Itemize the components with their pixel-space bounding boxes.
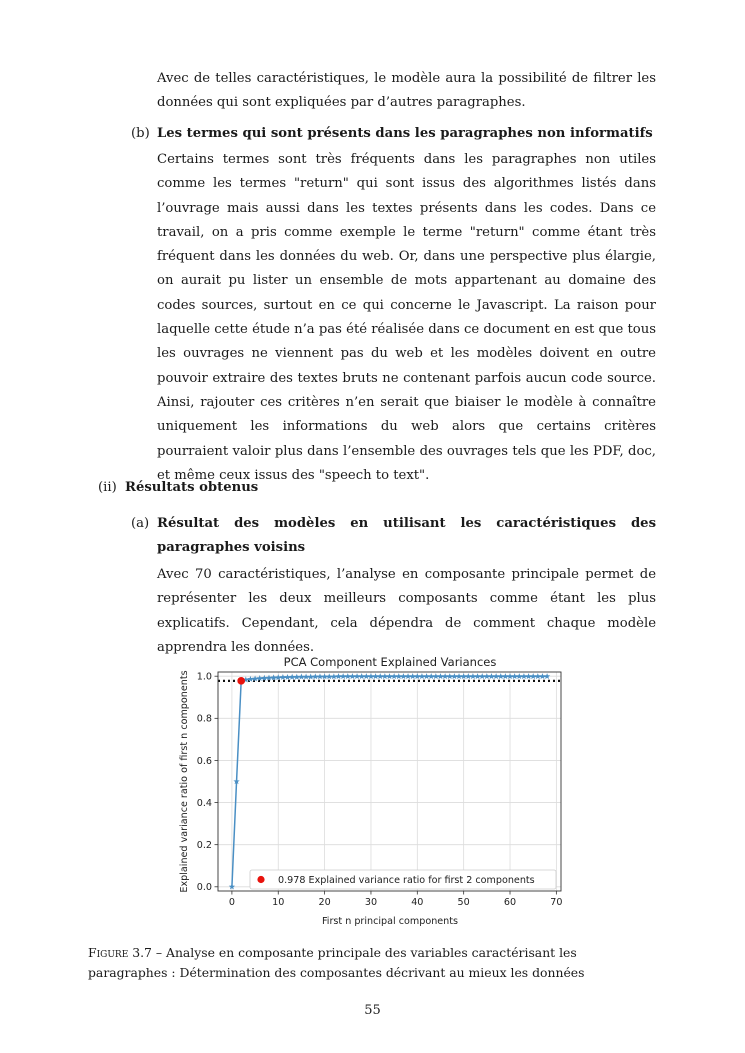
plot-frame — [218, 672, 561, 891]
series-point-star — [354, 673, 360, 679]
series-point-star — [465, 673, 471, 679]
series-point-star — [470, 673, 476, 679]
series-point-star — [349, 673, 355, 679]
intro-paragraph: Avec de telles caractéristiques, le modèle aura la possibilité de filtrer les données qui sont expliquées par d’autres paragraphes. — [157, 71, 656, 111]
series-point-star — [331, 673, 337, 679]
series-point-star — [303, 674, 309, 680]
series-point-star — [317, 673, 323, 679]
section-ii-label: (ii) — [98, 480, 117, 495]
series-line — [232, 676, 547, 886]
series-point-star — [270, 674, 276, 680]
series-point-star — [447, 673, 453, 679]
series-point-star — [530, 673, 536, 679]
series-point-star — [340, 673, 346, 679]
item-a-label: (a) — [131, 516, 150, 531]
series-point-star — [525, 673, 531, 679]
x-tick-label: 50 — [457, 897, 470, 908]
series-point-star — [539, 673, 545, 679]
series-point-star — [308, 674, 314, 680]
legend-label: 0.978 Explained variance ratio for first 2 components — [278, 875, 535, 886]
series-point-star — [326, 673, 332, 679]
figure-caption-label: Figure 3.7 — [88, 945, 152, 960]
y-tick-label: 0.4 — [196, 797, 212, 809]
series-point-star — [372, 673, 378, 679]
series-point-star — [456, 673, 462, 679]
x-tick-label: 40 — [411, 897, 424, 908]
series-point-star — [488, 673, 494, 679]
section-ii-heading: Résultats obtenus — [125, 480, 259, 495]
series-point-star — [396, 673, 402, 679]
series-point-star — [405, 673, 411, 679]
series-point-star — [410, 673, 416, 679]
item-a-body: Avec 70 caractéristiques, l’analyse en composante principale permet de représenter les deux meilleurs composants comme étant les plus explicatifs. Cependant, cela dépendra de comment chaque modèle apprendra les données. — [157, 567, 656, 655]
series-point-star — [479, 673, 485, 679]
series-point-star — [266, 675, 272, 681]
x-tick-label: 60 — [503, 897, 517, 908]
series-point-star — [289, 674, 295, 680]
series-point-star — [298, 674, 304, 680]
series-point-star — [451, 673, 457, 679]
series-point-star — [400, 673, 406, 679]
series-point-star — [423, 673, 429, 679]
series-point-star — [521, 673, 527, 679]
series-point-star — [544, 673, 550, 679]
series-point-star — [535, 673, 541, 679]
item-b-heading: Les termes qui sont présents dans les paragraphes non informatifs — [157, 126, 653, 141]
series-point-star — [493, 673, 499, 679]
y-tick-label: 0.2 — [196, 840, 212, 852]
series-point-star — [312, 673, 318, 679]
legend-marker — [257, 876, 264, 883]
item-a-heading: Résultat des modèles en utilisant les caractéristiques des paragraphes voisins — [157, 516, 656, 555]
series-point-star — [377, 673, 383, 679]
chart-title: PCA Component Explained Variances — [283, 655, 497, 669]
series-point-star — [391, 673, 397, 679]
series-point-star — [512, 673, 518, 679]
series-point-star — [474, 673, 480, 679]
x-axis-label: First n principal components — [321, 916, 459, 927]
x-tick-label: 30 — [364, 897, 378, 908]
x-tick-label: 20 — [318, 897, 331, 908]
series-point-star — [442, 673, 448, 679]
y-tick-label: 1.0 — [196, 671, 212, 683]
series-layer — [218, 673, 561, 889]
series-point-star — [382, 673, 388, 679]
x-tick-label: 10 — [272, 897, 285, 908]
grid-lines — [218, 672, 561, 891]
legend — [250, 870, 556, 889]
figure-caption-text: – Analyse en composante principale des variables caractérisant les paragraphes : Détermination des composantes décrivant au mieux les données — [88, 945, 585, 980]
item-b-label: (b) — [131, 126, 150, 141]
series-point-star — [386, 673, 392, 679]
series-point-star — [502, 673, 508, 679]
series-point-star — [280, 674, 286, 680]
y-tick-label: 0.8 — [196, 713, 212, 725]
series-point-star — [498, 673, 504, 679]
item-b-body: Certains termes sont très fréquents dans les paragraphes non utiles comme les termes "return" qui sont issus des algorithmes listés dans l’ouvrage mais aussi dans les textes présents dans les codes. Dans ce travail, on a pris comme exemple le terme "return" comme étant très fréquent dans les données du web. Or, dans une perspective plus élargie, on aurait pu lister un ensemble de mots appartenant au domaine des codes sources, surtout en ce qui concerne le Javascript. La raison pour laquelle cette étude n’a pas été réalisée dans ce document en est que tous les ouvrages ne viennent pas du web et les modèles doivent en outre pouvoir extraire des textes bruts ne contenant parfois aucun code source. Ainsi, rajouter ces critères n’en serait que biaiser le modèle à connaître uniquement les informations du web alors que certains critères pourraient valoir plus dans l’ensemble des ouvrages tels que les PDF, doc, et même ceux issus des "speech to text". — [157, 152, 656, 483]
series-point-star — [437, 673, 443, 679]
series-point-star — [363, 673, 369, 679]
series-point-star — [294, 674, 300, 680]
pca-explained-variance-chart — [176, 652, 572, 930]
series-point-star — [433, 673, 439, 679]
x-tick-label: 70 — [550, 897, 563, 908]
y-tick-label: 0.0 — [196, 882, 212, 894]
series-point-star — [419, 673, 425, 679]
x-tick-label: 0 — [228, 897, 235, 908]
series-point-star — [335, 673, 341, 679]
series-point-star — [516, 673, 522, 679]
series-point-star — [284, 674, 290, 680]
page-number: 55 — [364, 1003, 381, 1018]
figure-caption — [88, 943, 658, 983]
series-point-star — [345, 673, 351, 679]
y-axis-label: Explained variance ratio of first n components — [179, 670, 190, 893]
y-tick-label: 0.6 — [196, 755, 212, 767]
series-point-star — [359, 673, 365, 679]
highlight-point — [237, 677, 245, 685]
series-point-star — [484, 673, 490, 679]
series-point-star — [428, 673, 434, 679]
